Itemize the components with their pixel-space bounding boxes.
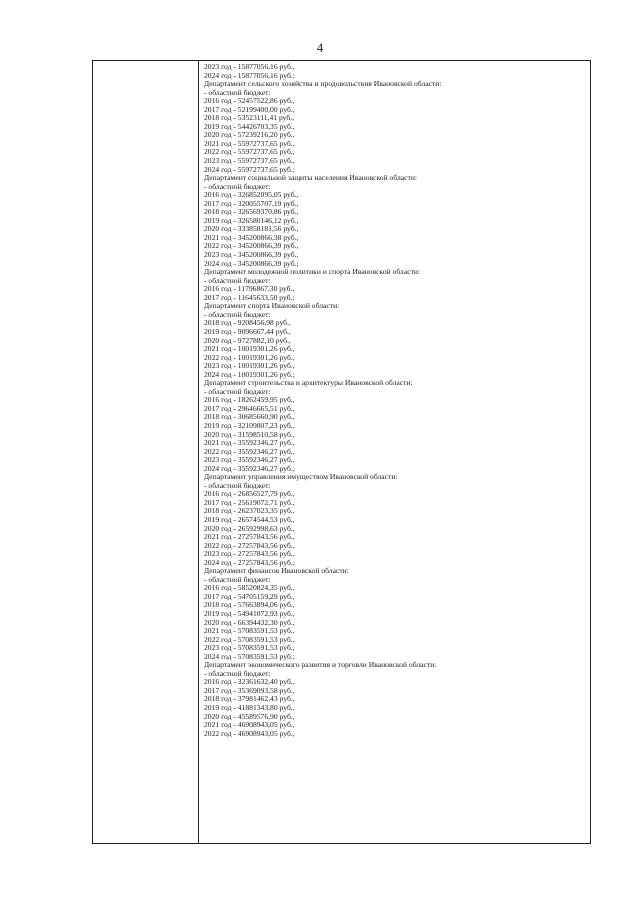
text-line: - областной бюджет: xyxy=(204,87,271,97)
text-line: 2016 год - 326852095,05 руб., xyxy=(204,190,299,200)
text-line: 2019 год - 326580146,12 руб., xyxy=(204,215,299,225)
program-table xyxy=(92,60,591,844)
text-line: 2023 год - 55972737,65 руб., xyxy=(204,156,295,166)
text-line: Департамент финансов Ивановской области: xyxy=(204,566,349,576)
text-line: 2018 год - 37981462,43 руб., xyxy=(204,694,295,704)
text-line: 2021 год - 55972737,65 руб., xyxy=(204,138,295,148)
text-line: 2016 год - 11796867,30 руб., xyxy=(204,284,295,294)
text-line: 2018 год - 57663894,06 руб., xyxy=(204,600,295,610)
text-line: 2022 год - 57083591,53 руб., xyxy=(204,634,295,644)
text-line: 2016 год - 18262459,95 руб., xyxy=(204,395,295,405)
text-line: 2022 год - 10019301,26 руб., xyxy=(204,352,295,362)
text-line: 2016 год - 26856527,79 руб., xyxy=(204,489,295,499)
text-line: 2017 год - 25619072,71 руб., xyxy=(204,497,295,507)
text-line: 2022 год - 55972737,65 руб., xyxy=(204,147,295,157)
text-line: 2024 год - 35592346,27 руб.; xyxy=(204,463,295,473)
text-line: 2023 год - 57083591,53 руб., xyxy=(204,643,295,653)
text-line: 2017 год - 35369093,58 руб., xyxy=(204,685,295,695)
text-line: - областной бюджет: xyxy=(204,309,271,319)
text-line: 2020 год - 333858181,56 руб., xyxy=(204,224,299,234)
text-line: 2016 год - 52457522,86 руб., xyxy=(204,96,295,106)
text-line: 2021 год - 27257843,56 руб., xyxy=(204,532,295,542)
text-line: 2022 год - 27257843,56 руб., xyxy=(204,540,295,550)
text-line: 2024 год - 27257843,56 руб.; xyxy=(204,557,295,567)
page-number: 4 xyxy=(316,40,324,55)
text-line: 2017 год - 29646665,51 руб., xyxy=(204,403,295,413)
text-line: 2023 год - 10019301,26 руб., xyxy=(204,361,295,371)
text-line: 2019 год - 54426703,35 руб., xyxy=(204,121,295,131)
text-line: 2021 год - 46908943,05 руб., xyxy=(204,720,295,730)
text-line: 2018 год - 30685660,90 руб., xyxy=(204,412,295,422)
text-line: - областной бюджет: xyxy=(204,386,271,396)
text-line: Департамент спорта Ивановской области: xyxy=(204,301,340,311)
text-line: 2021 год - 57083591,53 руб., xyxy=(204,626,295,636)
text-line: - областной бюджет: xyxy=(204,480,271,490)
text-line: 2019 год - 32109807,23 руб., xyxy=(204,420,295,430)
text-line: 2024 год - 345200866,39 руб.; xyxy=(204,258,299,268)
text-line: 2024 год - 10019301,26 руб.; xyxy=(204,369,295,379)
text-line: 2017 год - 320055707,19 руб., xyxy=(204,198,299,208)
text-line: 2023 год - 345200866,39 руб., xyxy=(204,250,299,260)
text-line: 2022 год - 35592346,27 руб., xyxy=(204,446,295,456)
text-line: 2019 год - 41881343,80 руб., xyxy=(204,703,295,713)
column-divider xyxy=(198,61,199,843)
text-line: 2024 год - 15877056,16 руб.; xyxy=(204,70,295,80)
text-line: 2020 год - 9727882,10 руб., xyxy=(204,335,291,345)
text-line: Департамент строительства и архитектуры Ивановской области: xyxy=(204,378,413,388)
text-line: 2018 год - 26237023,35 руб., xyxy=(204,506,295,516)
text-line: 2016 год - 58520824,35 руб., xyxy=(204,583,295,593)
text-line: 2021 год - 10019301,26 руб., xyxy=(204,344,295,354)
text-line: - областной бюджет: xyxy=(204,574,271,584)
text-line: 2020 год - 66394432,30 руб., xyxy=(204,617,295,627)
text-line: 2017 год - 54705159,29 руб., xyxy=(204,591,295,601)
text-line: Департамент сельского хозяйства и продовольствия Ивановской области: xyxy=(204,79,442,89)
text-line: 2023 год - 35592346,27 руб., xyxy=(204,455,295,465)
text-line: Департамент управления имуществом Ивановской области: xyxy=(204,472,398,482)
text-line: 2020 год - 26592998,63 руб., xyxy=(204,523,295,533)
text-line: 2022 год - 345200866,39 руб., xyxy=(204,241,299,251)
text-line: 2018 год - 326569370,86 руб., xyxy=(204,207,299,217)
text-line: 2019 год - 9096667,44 руб., xyxy=(204,326,291,336)
text-line: Департамент экономического развития и торговли Ивановской области: xyxy=(204,660,437,670)
text-line: 2017 год - 11645633,50 руб.; xyxy=(204,292,295,302)
text-line: 2020 год - 31598510,58 руб., xyxy=(204,429,295,439)
text-line: 2024 год - 57083591,53 руб.; xyxy=(204,651,295,661)
text-line: 2018 год - 9208456,98 руб., xyxy=(204,318,291,328)
text-line: Департамент социальной защиты населения Ивановской области: xyxy=(204,173,418,183)
text-line: - областной бюджет: xyxy=(204,275,271,285)
text-line: 2019 год - 26574544,53 руб., xyxy=(204,514,295,524)
text-line: - областной бюджет: xyxy=(204,668,271,678)
funding-text-cell xyxy=(204,63,586,738)
text-line: 2016 год - 32361632,40 руб., xyxy=(204,677,295,687)
text-line: 2023 год - 27257843,56 руб., xyxy=(204,549,295,559)
text-line: 2017 год - 52199400,00 руб., xyxy=(204,104,295,114)
text-line: 2018 год - 53523111,41 руб., xyxy=(204,113,295,123)
text-line: 2021 год - 345200866,38 руб., xyxy=(204,232,299,242)
text-line: 2021 год - 35592346,27 руб., xyxy=(204,438,295,448)
text-line: 2023 год - 15877056,16 руб., xyxy=(204,62,295,71)
text-line: 2020 год - 45589576,90 руб., xyxy=(204,711,295,721)
text-line: - областной бюджет: xyxy=(204,181,271,191)
text-line: 2019 год - 54941072,93 руб., xyxy=(204,609,295,618)
text-line: 2022 год - 46908943,05 руб., xyxy=(204,728,295,738)
text-line: Департамент молодежной политики и спорта Ивановской области: xyxy=(204,267,421,277)
text-line: 2024 год - 55972737,65 руб.; xyxy=(204,164,295,174)
text-line: 2020 год - 57239216,20 руб., xyxy=(204,130,295,140)
